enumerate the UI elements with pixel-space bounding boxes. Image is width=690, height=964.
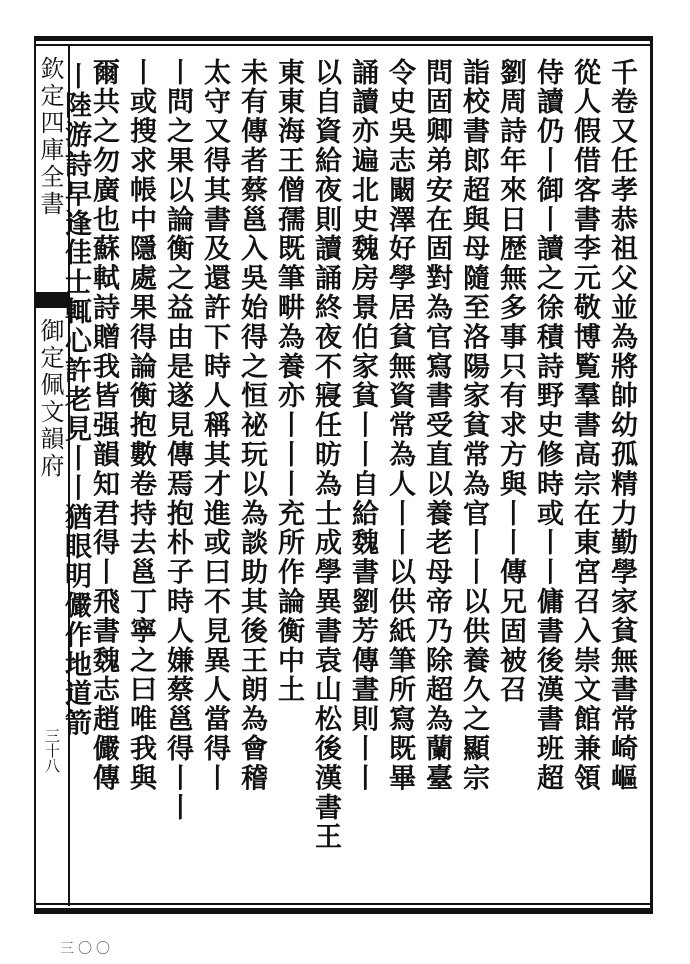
text-column-15: 爾共之勿廣也蘇軾詩贈我皆强韻知君得丨飛書魏志趙儼傳 (88, 58, 119, 793)
text-column-5: 詣校書郎超與母隨至洛陽家貧常為官丨丨以供養久之顯宗 (458, 58, 489, 793)
page-number: 三十八 (43, 728, 61, 773)
text-column-13: 丨問之果以論衡之益由是遂見傳焉抱朴子時人嫌蔡邕得丨丨 (162, 58, 193, 823)
text-column-9: 以自資給夜則讀誦終夜不寢任昉為士成學異書袁山松後漢書王 (310, 58, 341, 852)
text-column-3: 侍讀仍丨御丨讀之徐積詩野史修時或丨丨傭書後漢書班超 (532, 58, 563, 793)
book-title: 御定佩文韻府 (36, 318, 64, 480)
text-column-14: 丨或搜求帳中隱處果得論衡抱數卷持去邕丁寧之曰唯我與 (125, 58, 156, 793)
text-column-12: 太守又得其書及還許下時人稱其才進或曰不見異人當得丨 (199, 58, 230, 793)
text-column-1: 千卷又任孝恭祖父並為將帥幼孤精力勤學家貧無書常崎嶇 (606, 58, 637, 793)
top-border (34, 36, 652, 41)
text-column-7: 令史吳志闞澤好學居貧無資常為人丨丨以供紙筆所寫既畢 (384, 58, 415, 793)
text-column-6: 問固卿弟安在固對為官寫書受直以養老母帝乃除超為蘭臺 (421, 58, 452, 793)
text-column-2: 從人假借客書李元敬博覧羣書高宗在東宮召入崇文館兼領 (569, 58, 600, 793)
text-column-11: 未有傳者蔡邕入吳始得之恒祕玩以為談助其後王朗為會稽 (236, 58, 267, 793)
bottom-border (34, 908, 652, 914)
text-column-16: 丨陸游詩早逢佳士輒心許老見丨丨猶眼明儼作地道箭 (60, 62, 91, 739)
right-border (650, 36, 653, 914)
footer-mark: 三〇〇 (60, 941, 114, 957)
text-column-8: 誦讀亦遍北史魏房景伯家貧丨丨自給魏書劉芳傳晝則丨丨 (347, 58, 378, 793)
text-column-10: 東東海王僧孺既筆畊為養亦丨丨丨充所作論衡中土 (273, 58, 304, 705)
collection-title: 欽定四庫全書 (36, 56, 64, 218)
text-column-4: 劉周詩年來日歴無多事只有求方與丨丨傳兄固被召 (495, 58, 526, 705)
top-inner-rule (34, 44, 652, 46)
bottom-inner-rule (34, 903, 652, 905)
